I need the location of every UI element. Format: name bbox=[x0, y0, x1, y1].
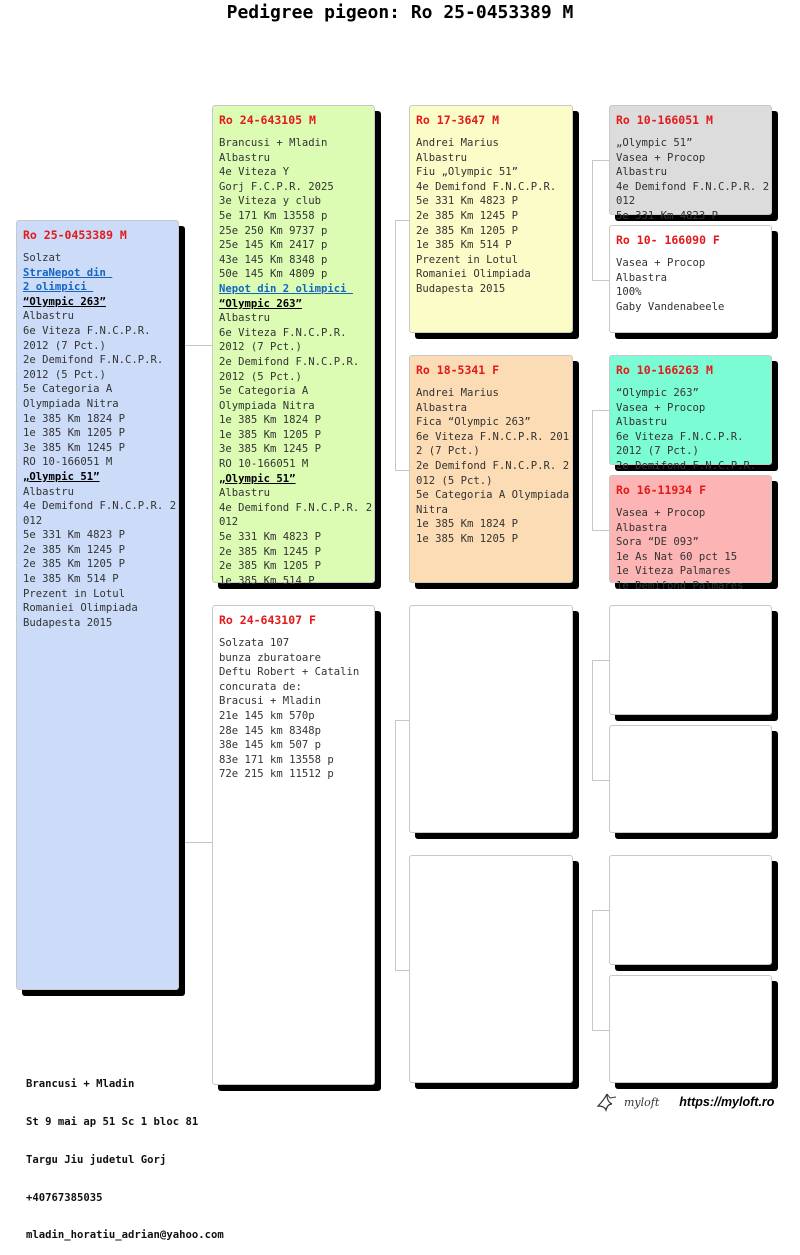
pedigree-line: Olympiada Nitra bbox=[23, 397, 119, 410]
pedigree-line: Albastru bbox=[616, 166, 668, 179]
card-subject[interactable] bbox=[16, 220, 179, 990]
card-sire-sire-dam[interactable] bbox=[609, 225, 772, 333]
pedigree-line: Deftu Robert + Catalin bbox=[219, 666, 360, 679]
pedigree-line: Solzata 107 bbox=[219, 637, 290, 649]
brand-url-link[interactable]: https://myloft.ro bbox=[679, 1095, 775, 1109]
pedigree-line: 1e 385 Km 514 P bbox=[416, 239, 512, 252]
pedigree-line: Albastra bbox=[416, 401, 468, 414]
pedigree-line: Budapesta 2015 bbox=[416, 282, 506, 295]
pedigree-line: Olympiada Nitra bbox=[219, 399, 315, 412]
pedigree-line: 5e Categoria A bbox=[23, 383, 113, 396]
pedigree-line: 2012 (7 Pct.) bbox=[616, 445, 699, 458]
pedigree-line: 2e Demifond F.N.C.P.R. bbox=[23, 354, 164, 367]
pedigree-line: 6e Viteza F.N.C.P.R. bbox=[616, 430, 744, 443]
connector-line bbox=[592, 410, 593, 530]
ring-number: Ro 18-5341 F bbox=[416, 363, 500, 377]
pedigree-line: Albastra bbox=[616, 521, 668, 534]
pedigree-line: 2e 385 Km 1205 P bbox=[23, 558, 126, 571]
ring-number: Ro 17-3647 M bbox=[416, 113, 500, 127]
pedigree-line: Vasea + Procop bbox=[616, 151, 706, 164]
pedigree-line: 4e Demifond F.N.C.P.R. bbox=[416, 180, 557, 193]
pedigree-line: 2012 (7 Pct.) bbox=[219, 341, 302, 354]
pedigree-line: Albastra bbox=[616, 271, 668, 284]
pedigree-line: 5e Categoria A bbox=[219, 385, 309, 398]
pedigree-line: 2012 (5 Pct.) bbox=[23, 368, 106, 381]
pedigree-line: 5e 331 Km 4823 P bbox=[416, 195, 519, 208]
pedigree-line: Romaniei Olimpiada bbox=[23, 602, 138, 615]
pedigree-line: 4e Demifond F.N.C.P.R. 2 bbox=[219, 501, 373, 514]
pedigree-line: Albastru bbox=[616, 416, 668, 429]
pedigree-line: Vasea + Procop bbox=[616, 257, 706, 269]
card-dam-sire-sire[interactable] bbox=[609, 605, 772, 715]
pedigree-line: Budapesta 2015 bbox=[23, 616, 113, 629]
pedigree-line: 2e Demifond F.N.C.P.R. bbox=[616, 459, 757, 472]
card-sire-sire[interactable] bbox=[409, 105, 573, 333]
pedigree-line: Albastru bbox=[219, 151, 271, 164]
connector-line bbox=[184, 345, 212, 346]
pedigree-line: 5e 331 Km 4823 P bbox=[616, 209, 719, 222]
pedigree-line: RO 10-166051 M bbox=[219, 458, 309, 471]
pedigree-line: 1e 385 Km 1824 P bbox=[23, 412, 126, 425]
ring-number: Ro 16-11934 F bbox=[616, 483, 707, 497]
connector-line bbox=[592, 780, 609, 781]
card-sire-sire-sire[interactable] bbox=[609, 105, 772, 222]
pedigree-line: Andrei Marius bbox=[416, 387, 499, 399]
pedigree-line: 2e Demifond F.N.C.P.R. 2 bbox=[416, 459, 570, 472]
connector-line bbox=[395, 720, 409, 721]
connector-line bbox=[592, 910, 593, 1030]
pedigree-line: concurata de: bbox=[219, 680, 302, 693]
pedigree-line: Prezent in Lotul bbox=[416, 253, 519, 266]
pedigree-line: 5e 171 Km 13558 p bbox=[219, 209, 328, 222]
pedigree-line: 1e 385 Km 1205 P bbox=[219, 428, 322, 441]
pedigree-line: 4e Viteza Y bbox=[219, 166, 290, 179]
pedigree-line: 4e Demifond F.N.C.P.R. 2 bbox=[23, 500, 177, 513]
pedigree-line: 012 bbox=[219, 516, 239, 529]
pedigree-line: 21e 145 km 570p bbox=[219, 709, 315, 722]
pedigree-line: 012 (5 Pct.) bbox=[416, 474, 493, 487]
connector-line bbox=[395, 470, 409, 471]
connector-line bbox=[592, 1030, 609, 1031]
connector-line bbox=[184, 345, 185, 842]
card-sire[interactable] bbox=[212, 105, 375, 587]
card-dam-sire-dam[interactable] bbox=[609, 725, 772, 833]
pedigree-line: 1e 385 Km 1824 P bbox=[219, 414, 322, 427]
pedigree-line: 6e Viteza F.N.C.P.R. bbox=[23, 324, 151, 337]
connector-line bbox=[592, 160, 609, 161]
page-title: Pedigree pigeon: Ro 25-0453389 M bbox=[226, 2, 574, 23]
pedigree-line: 72e 215 km 11512 p bbox=[219, 768, 334, 781]
ring-number: Ro 25-0453389 M bbox=[23, 228, 127, 242]
connector-line bbox=[395, 220, 409, 221]
pedigree-line: 25e 250 Km 9737 p bbox=[219, 224, 328, 237]
card-dam[interactable] bbox=[212, 605, 375, 1085]
pedigree-line: Fica “Olympic 263” bbox=[416, 416, 531, 429]
pedigree-line: 25e 145 Km 2417 p bbox=[219, 239, 328, 252]
pedigree-line: Albastru bbox=[219, 312, 271, 325]
card-dam-dam[interactable] bbox=[409, 855, 573, 1083]
pedigree-line: Bracusi + Mladin bbox=[219, 695, 322, 708]
connector-line bbox=[592, 160, 593, 280]
card-sire-dam-sire[interactable] bbox=[609, 355, 772, 472]
pedigree-line: 4e Demifond F.N.C.P.R. 2 bbox=[616, 180, 770, 193]
pedigree-link[interactable]: Nepot din 2 olimpici bbox=[219, 282, 353, 295]
pedigree-line: 1e Viteza Palmares bbox=[616, 565, 731, 578]
pedigree-line: 100% bbox=[616, 286, 642, 299]
pedigree-line: 38e 145 km 507 p bbox=[219, 739, 322, 752]
pedigree-line: 6e Viteza F.N.C.P.R. 201 bbox=[416, 430, 570, 443]
pedigree-line: Brancusi + Mladin bbox=[219, 137, 328, 149]
connector-line bbox=[184, 842, 212, 843]
pedigree-line: 5e 331 Km 4823 P bbox=[23, 529, 126, 542]
card-sire-dam-dam[interactable] bbox=[609, 475, 772, 592]
breeder-name: Brancusi + Mladin bbox=[26, 1078, 135, 1091]
pedigree-line: 1e As Nat 60 pct 15 bbox=[616, 550, 738, 563]
pedigree-line: 2012 (7 Pct.) bbox=[23, 339, 106, 352]
pedigree-line: 3e 385 Km 1245 P bbox=[23, 441, 126, 454]
pedigree-line: Gorj F.C.P.R. 2025 bbox=[219, 180, 334, 193]
breeder-contact bbox=[26, 1053, 224, 1255]
ring-number: Ro 24-643107 F bbox=[219, 613, 316, 627]
pedigree-line: Gaby Vandenabeele bbox=[616, 300, 725, 313]
connector-line bbox=[395, 970, 409, 971]
pedigree-line: 3e 385 Km 1245 P bbox=[219, 443, 322, 456]
pedigree-line: “Olympic 263” bbox=[219, 297, 302, 310]
breeder-city: Targu Jiu judetul Gorj bbox=[26, 1153, 167, 1166]
ring-number: Ro 24-643105 M bbox=[219, 113, 316, 127]
connector-line bbox=[395, 720, 396, 970]
card-sire-dam[interactable] bbox=[409, 355, 573, 583]
pedigree-line: Andrei Marius bbox=[416, 137, 499, 149]
pedigree-line: 012 bbox=[23, 514, 43, 527]
pedigree-line: 43e 145 Km 8348 p bbox=[219, 253, 328, 266]
pedigree-line: 1e 385 Km 514 P bbox=[219, 574, 315, 587]
card-dam-dam-dam[interactable] bbox=[609, 975, 772, 1083]
pedigree-line: Albastru bbox=[219, 487, 271, 500]
pedigree-line: 83e 171 km 13558 p bbox=[219, 753, 334, 766]
pedigree-line: Fiu „Olympic 51” bbox=[416, 166, 519, 179]
breeder-phone: +40767385035 bbox=[26, 1191, 103, 1204]
pedigree-line: Albastru bbox=[23, 485, 75, 498]
breeder-email[interactable]: mladin_horatiu_adrian@yahoo.com bbox=[26, 1229, 224, 1242]
pedigree-line: Vasea + Procop bbox=[616, 401, 706, 414]
brand bbox=[596, 1092, 774, 1112]
pedigree-line: „Olympic 51” bbox=[219, 472, 296, 485]
ring-number: Ro 10-166051 M bbox=[616, 113, 713, 127]
pedigree-line: 5e Categoria A Olympiada bbox=[416, 489, 570, 502]
pedigree-line: Sora “DE 093” bbox=[616, 536, 699, 549]
connector-line bbox=[592, 910, 609, 911]
pedigree-line: 1e 385 Km 1205 P bbox=[416, 532, 519, 545]
bird-logo-icon bbox=[596, 1092, 618, 1112]
pedigree-line: Solzat bbox=[23, 252, 62, 264]
pedigree-line: Nitra bbox=[416, 503, 448, 516]
pedigree-line: „Olympic 51” bbox=[23, 470, 100, 483]
pedigree-line: „Olympic 51” bbox=[616, 137, 693, 149]
pedigree-line: Albastru bbox=[23, 310, 75, 323]
connector-line bbox=[395, 220, 396, 470]
pedigree-line: 012 bbox=[616, 195, 636, 208]
pedigree-line: 2e 385 Km 1205 P bbox=[416, 224, 519, 237]
pedigree-line: “Olympic 263” bbox=[23, 295, 106, 308]
pedigree-link[interactable]: 2 olimpici bbox=[23, 281, 94, 294]
card-dam-dam-sire[interactable] bbox=[609, 855, 772, 965]
pedigree-line: 1e 385 Km 1205 P bbox=[23, 427, 126, 440]
pedigree-line: 2e 385 Km 1245 P bbox=[416, 209, 519, 222]
connector-line bbox=[592, 530, 609, 531]
connector-line bbox=[592, 660, 609, 661]
pedigree-line: Vasea + Procop bbox=[616, 507, 706, 519]
pedigree-line: 50e 145 Km 4809 p bbox=[219, 268, 328, 281]
pedigree-line: 2e 385 Km 1245 P bbox=[219, 545, 322, 558]
pedigree-line: 1e 385 Km 514 P bbox=[23, 573, 119, 586]
pedigree-line: Albastru bbox=[416, 151, 468, 164]
ring-number: Ro 10-166263 M bbox=[616, 363, 713, 377]
pedigree-line: 2e Demifond F.N.C.P.R. bbox=[219, 355, 360, 368]
connector-line bbox=[592, 280, 609, 281]
pedigree-line: bunza zburatoare bbox=[219, 651, 322, 664]
ring-number: Ro 10- 166090 F bbox=[616, 233, 720, 247]
pedigree-line: 5e 331 Km 4823 P bbox=[219, 531, 322, 544]
pedigree-line: RO 10-166051 M bbox=[23, 456, 113, 469]
card-dam-sire[interactable] bbox=[409, 605, 573, 833]
pedigree-line: 2 (7 Pct.) bbox=[416, 445, 480, 458]
pedigree-link[interactable]: StraNepot din bbox=[23, 266, 113, 279]
pedigree-line: 1e 385 Km 1824 P bbox=[416, 518, 519, 531]
pedigree-line: “Olympic 263” bbox=[616, 387, 699, 399]
pedigree-line: Romaniei Olimpiada bbox=[416, 268, 531, 281]
connector-line bbox=[592, 660, 593, 780]
pedigree-line: 6e Viteza F.N.C.P.R. bbox=[219, 326, 347, 339]
pedigree-line: 28e 145 km 8348p bbox=[219, 724, 322, 737]
pedigree-line: 3e Viteza y club bbox=[219, 195, 322, 208]
pedigree-line: 2e 385 Km 1205 P bbox=[219, 560, 322, 573]
pedigree-line: 2e 385 Km 1245 P bbox=[23, 543, 126, 556]
pedigree-line: 1e Demifond Palmares bbox=[616, 579, 744, 592]
brand-logo-text: myloft bbox=[624, 1095, 660, 1109]
pedigree-line: 2012 (5 Pct.) bbox=[219, 370, 302, 383]
pedigree-line: Prezent in Lotul bbox=[23, 587, 126, 600]
connector-line bbox=[592, 410, 609, 411]
breeder-address: St 9 mai ap 51 Sc 1 bloc 81 bbox=[26, 1115, 199, 1128]
